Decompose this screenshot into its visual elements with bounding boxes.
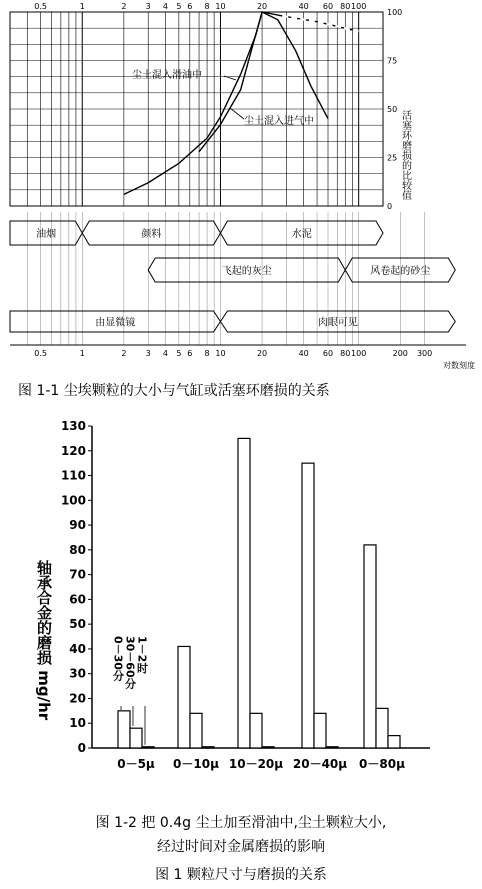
bar [364,545,376,748]
bar [314,713,326,748]
band-label: 油烟 [36,229,57,240]
bar [178,646,190,748]
y-tick-label: 0 [77,741,86,755]
category-label: 0－80μ [359,757,405,771]
x-tick-label-bottom: 6 [187,349,193,358]
bars [118,438,400,748]
top-x-tick-labels [34,2,366,11]
y-tick-label: 120 [60,443,86,458]
x-tick-label-top: 2 [121,2,127,11]
axes [92,426,430,748]
y-tick-label: 0 [387,202,393,211]
x-tick-label-bottom: 3 [145,349,151,358]
series-line-1 [199,12,328,152]
x-tick-label-top: 80 [340,2,351,11]
bar [326,747,338,748]
band-label: 风卷起的砂尘 [370,266,431,277]
y-tick-label: 25 [387,153,398,163]
series-line-2-dashdot [282,16,358,32]
y-tick-label: 100 [387,8,403,17]
x-tick-label-bottom: 300 [416,349,433,358]
bottom-x-tick-labels [34,349,432,358]
series-label-2: 尘土混入进气中 [244,116,314,127]
y-tick-label: 130 [60,419,86,433]
x-tick-label-top: 5 [176,2,182,11]
series-label-1: 尘土混入滑油中 [132,70,202,81]
bar [118,711,130,748]
y-tick-label: 50 [387,105,398,114]
figure-1-2-chart [0,410,482,810]
y-tick-label: 75 [387,56,398,66]
x-tick-label-top: 4 [162,2,169,11]
figure-main-caption: 图 1 颗粒尺寸与磨损的关系 [155,867,327,883]
figure-1-2-caption-line2: 经过时间对金属磨损的影响 [157,839,325,855]
x-tick-label-bottom: 60 [322,349,334,358]
x-tick-label-top: 3 [145,2,151,11]
bar [238,438,250,748]
y-tick-label: 20 [69,691,86,706]
size-bands [10,212,466,345]
category-label: 10－20μ [228,757,284,771]
x-tick-label-bottom: 20 [256,349,268,358]
category-labels [117,757,405,771]
bar [250,713,262,748]
grid [10,12,383,206]
x-tick-label-top: 0.5 [34,2,48,11]
y-tick-label: 100 [60,493,86,508]
y-tick-label: 70 [69,567,86,582]
x-tick-label-top: 10 [215,2,226,11]
y-tick-label: 90 [69,518,86,533]
band-label: 飞起的灰尘 [221,266,272,277]
band-label: 由显微镜 [95,317,136,329]
x-tick-label-top: 60 [322,2,334,11]
y-tick-label: 110 [60,468,86,483]
x-tick-label-bottom: 2 [121,349,127,358]
x-tick-label-bottom: 200 [392,349,408,358]
figure-1-1-chart [0,0,482,375]
legend-label: 30－60分 [123,636,137,689]
bar [302,463,314,748]
figure-1-2-caption-line1: 图 1-2 把 0.4g 尘土加至滑油中,尘土颗粒大小, [95,815,387,831]
legend-label: 0－30分 [111,636,125,681]
bar [388,736,400,748]
band-label: 水泥 [291,229,312,240]
bar [142,747,154,748]
x-tick-label-top: 100 [351,2,367,11]
figure-1-1-caption: 图 1-1 尘埃颗粒的大小与气缸或活塞环磨损的关系 [18,383,330,399]
category-label: 0－5μ [117,757,155,771]
y-tick-label: 40 [69,641,86,656]
x-tick-label-bottom: 10 [215,349,226,358]
x-tick-label-bottom: 4 [162,349,169,358]
x-tick-label-bottom: 5 [176,349,182,358]
x-axis-note: 对数刻度 [443,361,475,370]
bar [376,708,388,748]
bar [190,713,202,748]
category-label: 0－10μ [173,757,219,771]
y-axis-label: 轴承合金的磨损 mg/hr [35,560,53,721]
bar [202,747,214,748]
x-tick-label-top: 8 [204,2,210,11]
y-axis-label: 活塞环磨损的比较值 [399,110,411,200]
x-tick-label-top: 20 [256,2,268,11]
y-tick-label: 30 [69,666,86,681]
series-label-2-leader [230,108,244,119]
bar [130,728,142,748]
y-tick-label: 10 [69,716,86,731]
x-tick-label-bottom: 100 [351,349,367,358]
x-tick-label-bottom: 8 [204,349,210,358]
y-tick-labels [61,419,92,755]
x-tick-label-bottom: 80 [340,349,351,358]
x-tick-label-bottom: 1 [79,349,85,358]
y-tick-label: 80 [69,542,86,557]
series-lines [124,12,359,194]
x-tick-label-bottom: 40 [298,349,309,358]
band-label: 肉眼可见 [317,317,358,329]
legend-label: 1－2时 [135,636,149,674]
y-tick-label: 50 [69,617,86,632]
series-line-2 [124,12,359,194]
band-label: 颜料 [141,229,162,240]
y-tick-label: 60 [69,592,86,607]
category-label: 20－40μ [292,757,348,771]
x-tick-label-top: 1 [79,2,85,11]
x-tick-label-top: 40 [298,2,309,11]
x-tick-label-top: 6 [187,2,193,11]
x-tick-label-bottom: 0.5 [34,349,48,358]
bar [262,747,274,748]
